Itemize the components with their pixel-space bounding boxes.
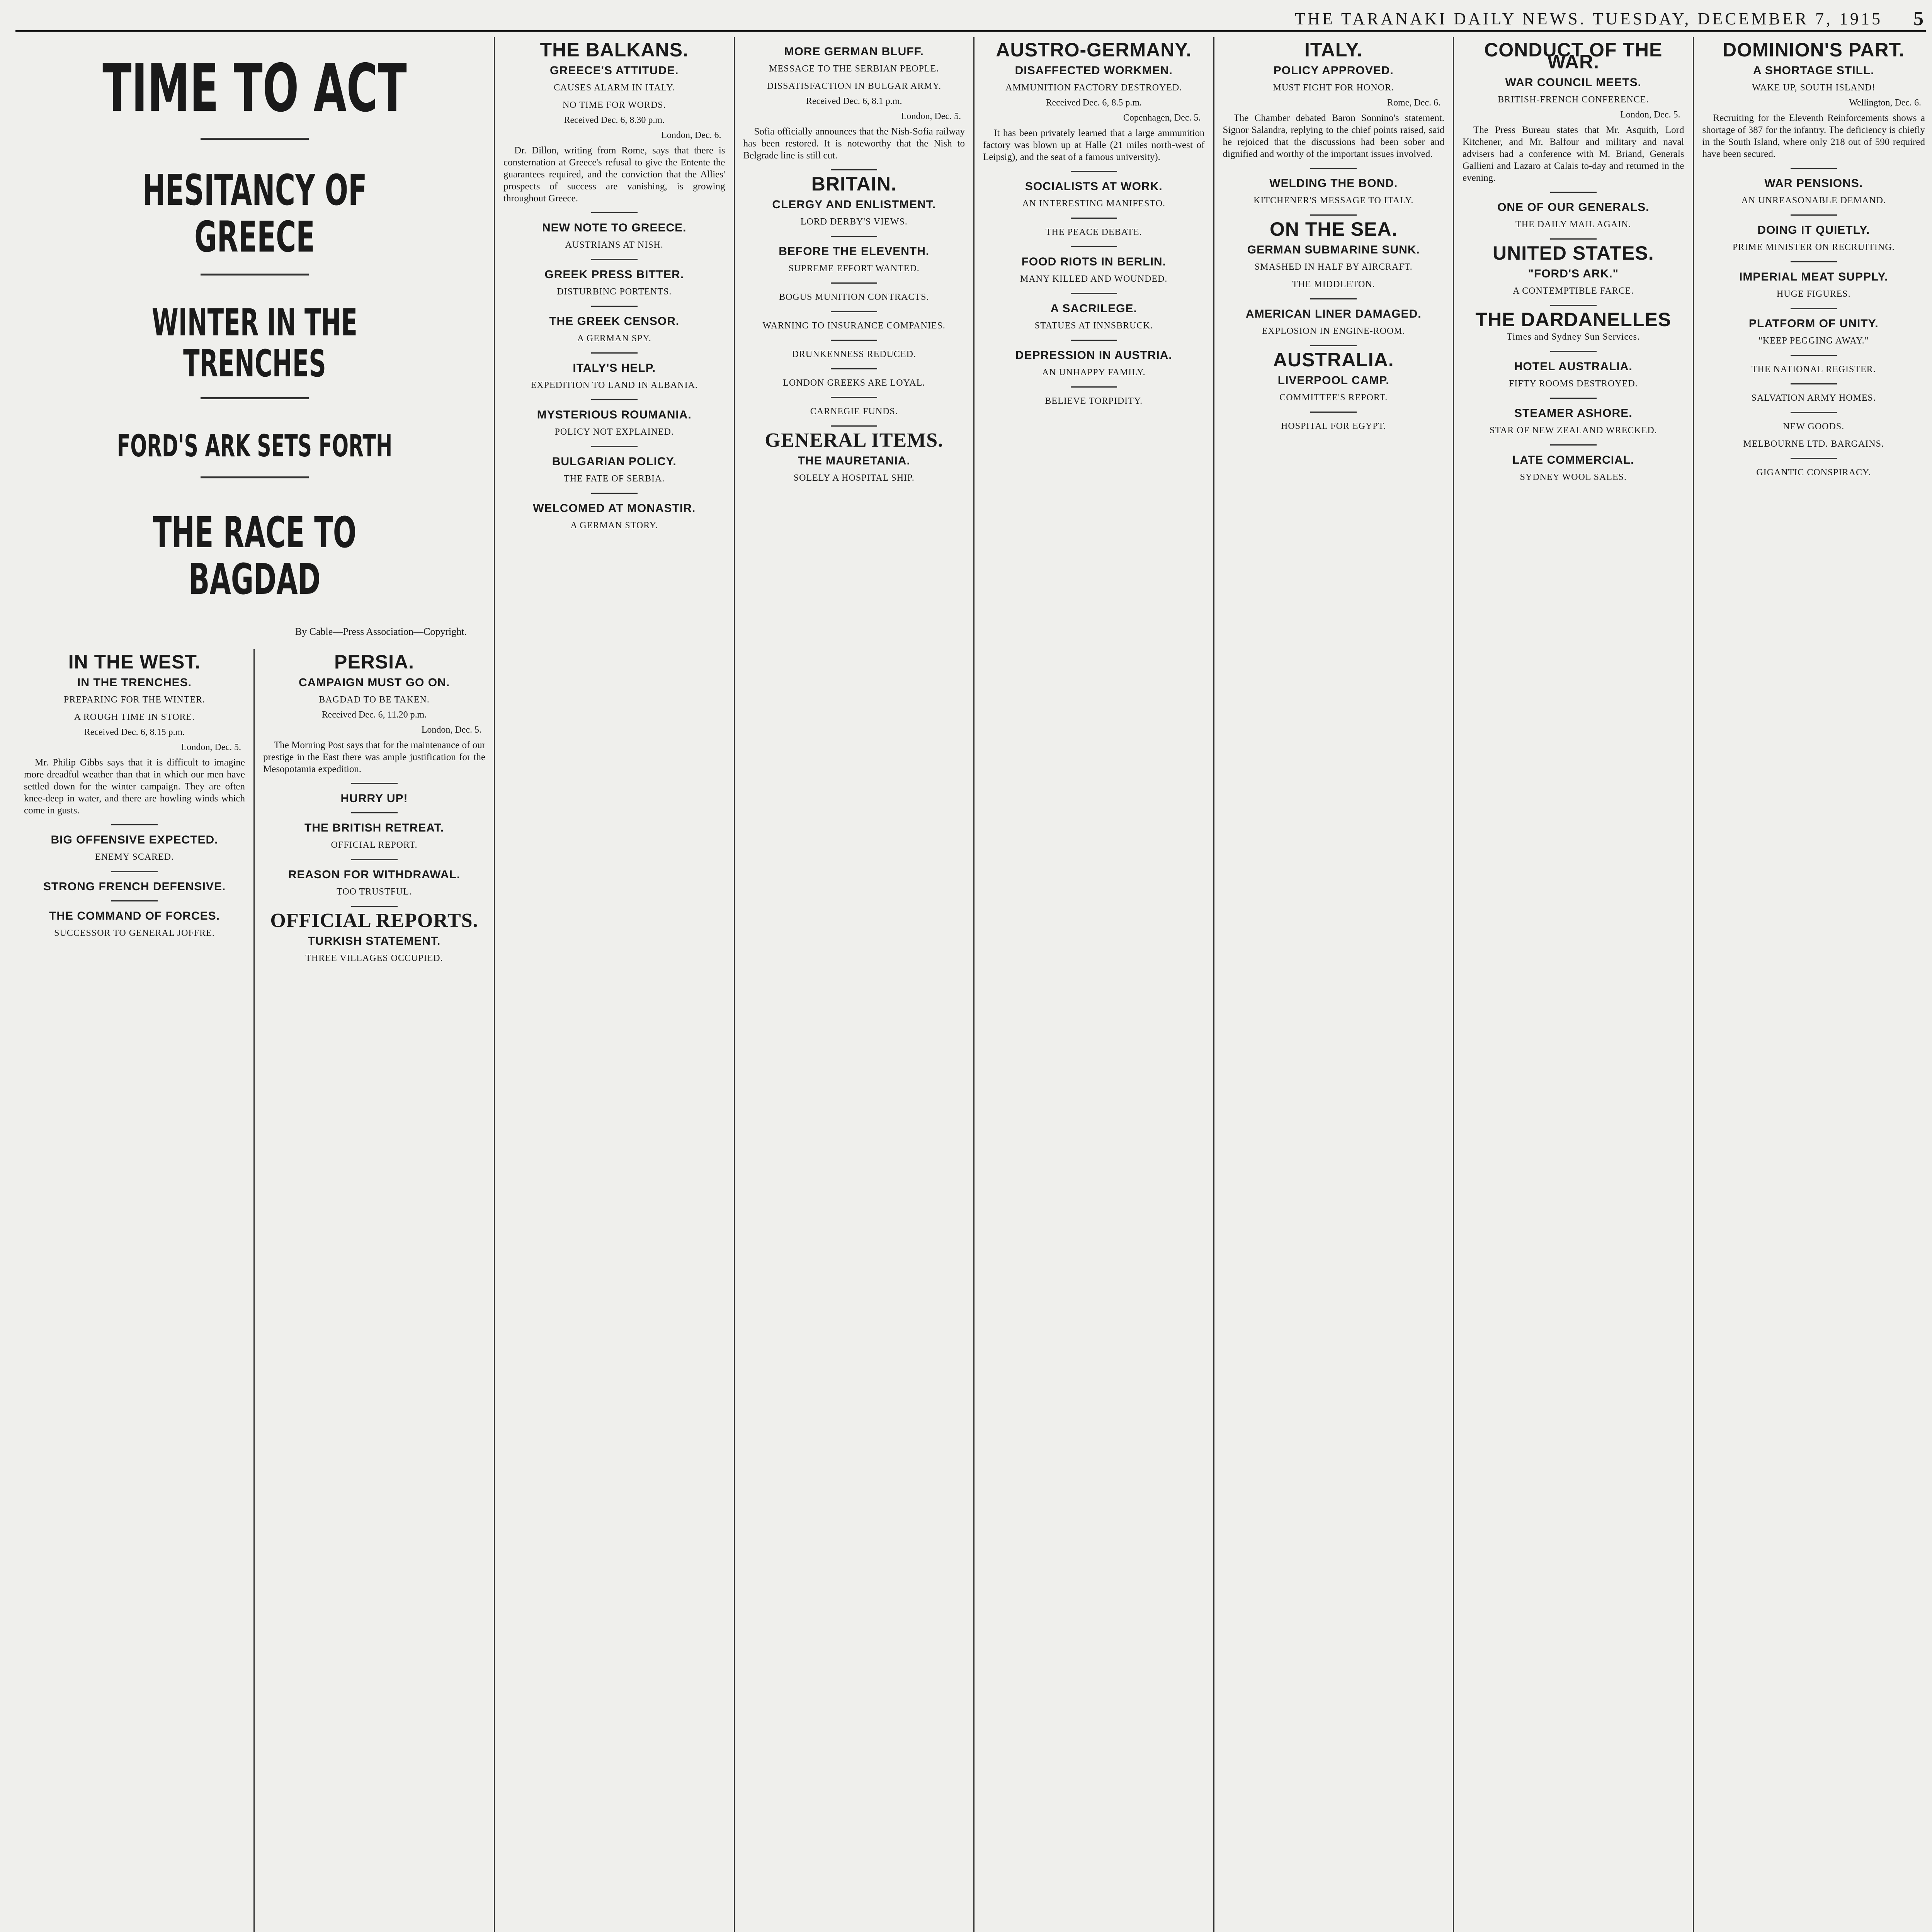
story-deck: FIFTY ROOMS DESTROYED. xyxy=(1509,379,1638,389)
section-heading: DOMINION'S PART. xyxy=(1723,39,1905,61)
story-heading: WAR PENSIONS. xyxy=(1764,177,1863,190)
separator xyxy=(1310,298,1357,299)
dateline: Copenhagen, Dec. 5. xyxy=(1123,113,1201,123)
story-heading: CAMPAIGN MUST GO ON. xyxy=(298,676,450,689)
story-body: Mr. Philip Gibbs says that it is difficult to imagine more dreadful weather than that in which our men have settled down for the winter campaign. They are often knee-deep in water, and there are howling winds which come in gusts. xyxy=(24,757,245,816)
dateline: London, Dec. 5. xyxy=(1620,110,1680,120)
story-body: The Chamber debated Baron Sonnino's statement. Signor Salandra, replying to the chief points raised, said he rejoiced that the discussions had been sober and dignified and worthy of the important issues involved. xyxy=(1223,113,1444,159)
story-deck: AUSTRIANS AT NISH. xyxy=(565,240,663,250)
separator xyxy=(1791,383,1837,384)
separator xyxy=(351,783,398,784)
story-heading: REASON FOR WITHDRAWAL. xyxy=(288,868,461,881)
story-heading: MYSTERIOUS ROUMANIA. xyxy=(537,408,692,421)
separator xyxy=(1310,214,1357,216)
story-heading: BEFORE THE ELEVENTH. xyxy=(779,245,930,258)
separator xyxy=(591,259,638,260)
dateline: London, Dec. 5. xyxy=(181,742,241,752)
story-heading: TURKISH STATEMENT. xyxy=(308,934,441,947)
separator xyxy=(1310,412,1357,413)
columns xyxy=(15,37,1932,1932)
separator xyxy=(591,352,638,354)
story-deck: MELBOURNE LTD. BARGAINS. xyxy=(1743,439,1884,449)
story-deck: SOLELY A HOSPITAL SHIP. xyxy=(793,473,915,483)
story-heading: LATE COMMERCIAL. xyxy=(1512,454,1634,466)
story-deck: WAKE UP, SOUTH ISLAND! xyxy=(1752,83,1876,93)
section-heading: THE BALKANS. xyxy=(540,39,689,61)
lead-columns xyxy=(15,649,494,1932)
story-deck: PREPARING FOR THE WINTER. xyxy=(64,694,205,705)
story-deck: DISTURBING PORTENTS. xyxy=(557,287,672,297)
story-deck: AMMUNITION FACTORY DESTROYED. xyxy=(1005,83,1182,93)
story-deck: NO TIME FOR WORDS. xyxy=(562,100,666,110)
headline-rule xyxy=(201,274,309,276)
story-heading: STEAMER ASHORE. xyxy=(1514,407,1633,420)
separator xyxy=(1550,351,1597,352)
story-heading: LIVERPOOL CAMP. xyxy=(1277,374,1389,387)
separator xyxy=(831,397,877,398)
story-deck: Times and Sydney Sun Services. xyxy=(1507,332,1640,342)
story-heading: DOING IT QUIETLY. xyxy=(1757,224,1870,236)
separator xyxy=(1550,192,1597,193)
headline-time-to-act: TIME TO ACT xyxy=(102,50,407,127)
story-deck: BELIEVE TORPIDITY. xyxy=(1045,396,1143,406)
story-body: Recruiting for the Eleventh Reinforcements shows a shortage of 387 for the infantry. The deficiency is chiefly in the South Island, where only 218 out of 590 required have been secured. xyxy=(1702,113,1925,159)
story-heading: HOTEL AUSTRALIA. xyxy=(1514,360,1633,373)
story-heading: NEW NOTE TO GREECE. xyxy=(542,221,687,234)
separator xyxy=(1550,398,1597,399)
story-deck: HUGE FIGURES. xyxy=(1776,289,1851,299)
section-heading: AUSTRO-GERMANY. xyxy=(996,39,1192,61)
dateline: Rome, Dec. 6. xyxy=(1387,98,1440,108)
story-heading: WAR COUNCIL MEETS. xyxy=(1505,76,1641,89)
story-heading: POLICY APPROVED. xyxy=(1273,64,1394,77)
headline-greece: HESITANCY OF GREECE xyxy=(142,165,367,262)
story-deck: THE DAILY MAIL AGAIN. xyxy=(1515,219,1631,230)
separator xyxy=(591,446,638,447)
separator xyxy=(831,368,877,369)
section-heading: BRITAIN. xyxy=(811,173,897,195)
separator xyxy=(351,859,398,860)
section-heading: GENERAL ITEMS. xyxy=(765,429,944,451)
story-heading: IMPERIAL MEAT SUPPLY. xyxy=(1739,270,1888,283)
story-deck: NEW GOODS. xyxy=(1783,422,1845,432)
story-deck: LORD DERBY'S VIEWS. xyxy=(800,217,908,227)
story-deck: THE MIDDLETON. xyxy=(1292,279,1375,289)
separator xyxy=(351,812,398,813)
story-heading: THE GREEK CENSOR. xyxy=(549,315,680,328)
story-deck: SUPREME EFFORT WANTED. xyxy=(788,264,920,274)
page-number: 5 xyxy=(1913,7,1926,30)
separator xyxy=(1071,171,1117,172)
separator xyxy=(831,425,877,427)
separator xyxy=(831,340,877,341)
story-heading: DISAFFECTED WORKMEN. xyxy=(1015,64,1173,77)
headline-trenches: WINTER IN THE TRENCHES xyxy=(152,301,357,385)
story-deck: STAR OF NEW ZEALAND WRECKED. xyxy=(1489,425,1657,435)
story-deck: THE NATIONAL REGISTER. xyxy=(1751,364,1876,374)
story-body: The Press Bureau states that Mr. Asquith, Lord Kitchener, and Mr. Balfour and military and naval advisers had a conference with M. Briand, Generals Gallieni and Lazaro at Calais to-day and returned in the evening. xyxy=(1463,125,1684,183)
story-deck: A GERMAN STORY. xyxy=(570,520,658,531)
story-heading: HURRY UP! xyxy=(340,792,408,805)
separator xyxy=(591,306,638,307)
separator xyxy=(1071,293,1117,294)
separator xyxy=(1071,246,1117,247)
dateline: London, Dec. 5. xyxy=(421,724,481,735)
separator xyxy=(1310,345,1357,346)
story-deck: "KEEP PEGGING AWAY." xyxy=(1759,336,1869,346)
story-heading: GREECE'S ATTITUDE. xyxy=(550,64,679,77)
section-heading: ON THE SEA. xyxy=(1270,218,1398,240)
story-deck: BOGUS MUNITION CONTRACTS. xyxy=(779,292,929,302)
lead-spread xyxy=(15,37,495,1932)
story-deck: MUST FIGHT FOR HONOR. xyxy=(1273,83,1394,93)
separator xyxy=(831,282,877,284)
story-heading: MORE GERMAN BLUFF. xyxy=(784,45,924,58)
headline-rule xyxy=(201,476,309,478)
headline-rule xyxy=(201,397,309,399)
story-deck: GIGANTIC CONSPIRACY. xyxy=(1756,468,1871,478)
story-heading: GREEK PRESS BITTER. xyxy=(544,268,684,281)
story-deck: EXPEDITION TO LAND IN ALBANIA. xyxy=(531,380,698,390)
separator xyxy=(591,493,638,494)
story-deck: ENEMY SCARED. xyxy=(95,852,174,862)
separator xyxy=(1310,168,1357,169)
story-deck: SUCCESSOR TO GENERAL JOFFRE. xyxy=(54,928,215,938)
separator xyxy=(1791,214,1837,216)
story-deck: SALVATION ARMY HOMES. xyxy=(1751,393,1876,403)
story-deck: OFFICIAL REPORT. xyxy=(331,840,418,850)
story-heading: FOOD RIOTS IN BERLIN. xyxy=(1021,255,1166,268)
received-line: Received Dec. 6, 8.30 p.m. xyxy=(564,115,665,125)
story-body: The Morning Post says that for the maintenance of our prestige in the East there was ample justification for the Mesopotamia expedition. xyxy=(263,740,485,774)
separator xyxy=(1071,340,1117,341)
story-deck: A ROUGH TIME IN STORE. xyxy=(74,712,195,722)
story-heading: THE BRITISH RETREAT. xyxy=(304,821,444,834)
story-deck: AN INTERESTING MANIFESTO. xyxy=(1022,199,1166,209)
story-deck: DISSATISFACTION IN BULGAR ARMY. xyxy=(767,81,941,91)
story-heading: PLATFORM OF UNITY. xyxy=(1748,317,1879,330)
story-heading: WELDING THE BOND. xyxy=(1269,177,1398,190)
story-heading: ITALY'S HELP. xyxy=(573,362,656,374)
separator xyxy=(1550,238,1597,240)
story-deck: LONDON GREEKS ARE LOYAL. xyxy=(783,378,925,388)
story-deck: THE FATE OF SERBIA. xyxy=(564,474,665,484)
story-heading: WELCOMED AT MONASTIR. xyxy=(533,502,696,515)
headline-bagdad: THE RACE TO BAGDAD xyxy=(153,507,357,604)
story-deck: DRUNKENNESS REDUCED. xyxy=(792,349,916,359)
separator xyxy=(1791,458,1837,459)
column-in-the-west xyxy=(15,649,255,1932)
story-heading: A SACRILEGE. xyxy=(1050,302,1137,315)
story-deck: COMMITTEE'S REPORT. xyxy=(1279,393,1388,403)
story-deck: AN UNREASONABLE DEMAND. xyxy=(1741,196,1886,206)
received-line: Received Dec. 6, 8.1 p.m. xyxy=(806,96,902,106)
separator xyxy=(1791,261,1837,262)
separator xyxy=(831,169,877,170)
separator xyxy=(111,871,158,872)
separator xyxy=(591,399,638,400)
column-conduct-of-war xyxy=(1454,37,1694,1932)
story-deck: KITCHENER'S MESSAGE TO ITALY. xyxy=(1253,196,1414,206)
story-heading: BULGARIAN POLICY. xyxy=(552,455,677,468)
story-heading: "FORD'S ARK." xyxy=(1528,267,1619,280)
story-deck: CAUSES ALARM IN ITALY. xyxy=(554,83,675,93)
separator xyxy=(1791,168,1837,169)
section-heading: IN THE WEST. xyxy=(68,651,201,673)
story-deck: TOO TRUSTFUL. xyxy=(337,886,412,897)
story-deck: MESSAGE TO THE SERBIAN PEOPLE. xyxy=(769,64,939,74)
story-deck: CARNEGIE FUNDS. xyxy=(810,406,898,417)
separator xyxy=(831,311,877,312)
story-deck: PRIME MINISTER ON RECRUITING. xyxy=(1732,242,1895,252)
story-deck: EXPLOSION IN ENGINE-ROOM. xyxy=(1262,326,1405,336)
story-heading: STRONG FRENCH DEFENSIVE. xyxy=(43,880,226,893)
story-heading: DEPRESSION IN AUSTRIA. xyxy=(1015,349,1172,362)
column-italy xyxy=(1214,37,1454,1932)
section-heading: UNITED STATES. xyxy=(1492,242,1654,264)
separator xyxy=(591,212,638,213)
story-body: Sofia officially announces that the Nish-Sofia railway has been restored. It is noteworthy that the Nish to Belgrade line is still cut. xyxy=(743,126,965,161)
story-heading: BIG OFFENSIVE EXPECTED. xyxy=(51,833,218,846)
story-deck: THE PEACE DEBATE. xyxy=(1045,227,1142,237)
story-heading: ONE OF OUR GENERALS. xyxy=(1497,201,1650,214)
received-line: Received Dec. 6, 8.5 p.m. xyxy=(1046,98,1142,108)
headline-fords-ark: FORD'S ARK SETS FORTH xyxy=(117,429,393,464)
received-line: Received Dec. 6, 11.20 p.m. xyxy=(321,709,427,720)
separator xyxy=(831,236,877,237)
separator xyxy=(111,900,158,901)
headline-rule xyxy=(201,138,309,140)
byline: By Cable—Press Association—Copyright. xyxy=(295,626,467,637)
story-heading: THE MAURETANIA. xyxy=(798,454,910,467)
story-deck: THREE VILLAGES OCCUPIED. xyxy=(305,953,443,963)
story-deck: BAGDAD TO BE TAKEN. xyxy=(319,694,430,705)
separator xyxy=(1071,386,1117,388)
story-deck: AN UNHAPPY FAMILY. xyxy=(1042,367,1146,378)
separator xyxy=(1071,218,1117,219)
dateline: London, Dec. 6. xyxy=(661,130,721,140)
masthead-title: THE TARANAKI DAILY NEWS. TUESDAY, DECEMBER 7, 1915 xyxy=(1295,9,1883,28)
section-heading: THE DARDANELLES xyxy=(1475,309,1672,330)
section-heading: CONDUCT OF THE WAR. xyxy=(1484,39,1663,73)
dateline: London, Dec. 5. xyxy=(901,111,961,121)
section-heading: OFFICIAL REPORTS. xyxy=(270,909,478,932)
column-austro-germany xyxy=(975,37,1214,1932)
story-heading: THE COMMAND OF FORCES. xyxy=(49,909,220,922)
story-deck: POLICY NOT EXPLAINED. xyxy=(554,427,674,437)
received-line: Received Dec. 6, 8.15 p.m. xyxy=(84,727,185,737)
story-heading: A SHORTAGE STILL. xyxy=(1753,64,1874,77)
section-heading: PERSIA. xyxy=(334,651,415,673)
story-deck: BRITISH-FRENCH CONFERENCE. xyxy=(1498,95,1649,105)
story-deck: MANY KILLED AND WOUNDED. xyxy=(1020,274,1168,284)
separator xyxy=(111,824,158,825)
separator xyxy=(1791,412,1837,413)
separator xyxy=(351,906,398,907)
lead-headlines xyxy=(15,37,494,649)
story-body: It has been privately learned that a large ammunition factory was blown up at Halle (21 miles north-west of Leipsig), and the seat of a famous university). xyxy=(983,128,1205,162)
column-dominions-part xyxy=(1694,37,1932,1932)
story-heading: SOCIALISTS AT WORK. xyxy=(1025,180,1163,193)
story-heading: CLERGY AND ENLISTMENT. xyxy=(772,198,936,211)
section-heading: AUSTRALIA. xyxy=(1273,349,1394,371)
dateline: Wellington, Dec. 6. xyxy=(1849,98,1921,108)
story-deck: WARNING TO INSURANCE COMPANIES. xyxy=(762,321,946,331)
separator xyxy=(1550,305,1597,306)
story-deck: A GERMAN SPY. xyxy=(577,333,651,344)
section-heading: ITALY. xyxy=(1304,39,1363,61)
column-german-bluff xyxy=(735,37,975,1932)
column-balkans xyxy=(495,37,735,1932)
story-deck: SMASHED IN HALF BY AIRCRAFT. xyxy=(1254,262,1413,272)
column-persia xyxy=(255,649,494,1932)
story-deck: HOSPITAL FOR EGYPT. xyxy=(1281,421,1386,431)
story-heading: AMERICAN LINER DAMAGED. xyxy=(1245,308,1422,320)
story-heading: GERMAN SUBMARINE SUNK. xyxy=(1247,243,1420,256)
story-body: Dr. Dillon, writing from Rome, says that there is consternation at Greece's refusal to give the Entente the guarantees required, and the conviction that the Allies' prospects of success are vanishing, is growing throughout Greece. xyxy=(503,145,725,204)
story-heading: IN THE TRENCHES. xyxy=(77,676,192,689)
separator xyxy=(1791,308,1837,309)
separator xyxy=(1791,355,1837,356)
story-deck: A CONTEMPTIBLE FARCE. xyxy=(1513,286,1634,296)
story-deck: STATUES AT INNSBRUCK. xyxy=(1034,321,1153,331)
story-deck: SYDNEY WOOL SALES. xyxy=(1520,472,1627,482)
masthead xyxy=(15,7,1926,32)
separator xyxy=(1550,444,1597,446)
